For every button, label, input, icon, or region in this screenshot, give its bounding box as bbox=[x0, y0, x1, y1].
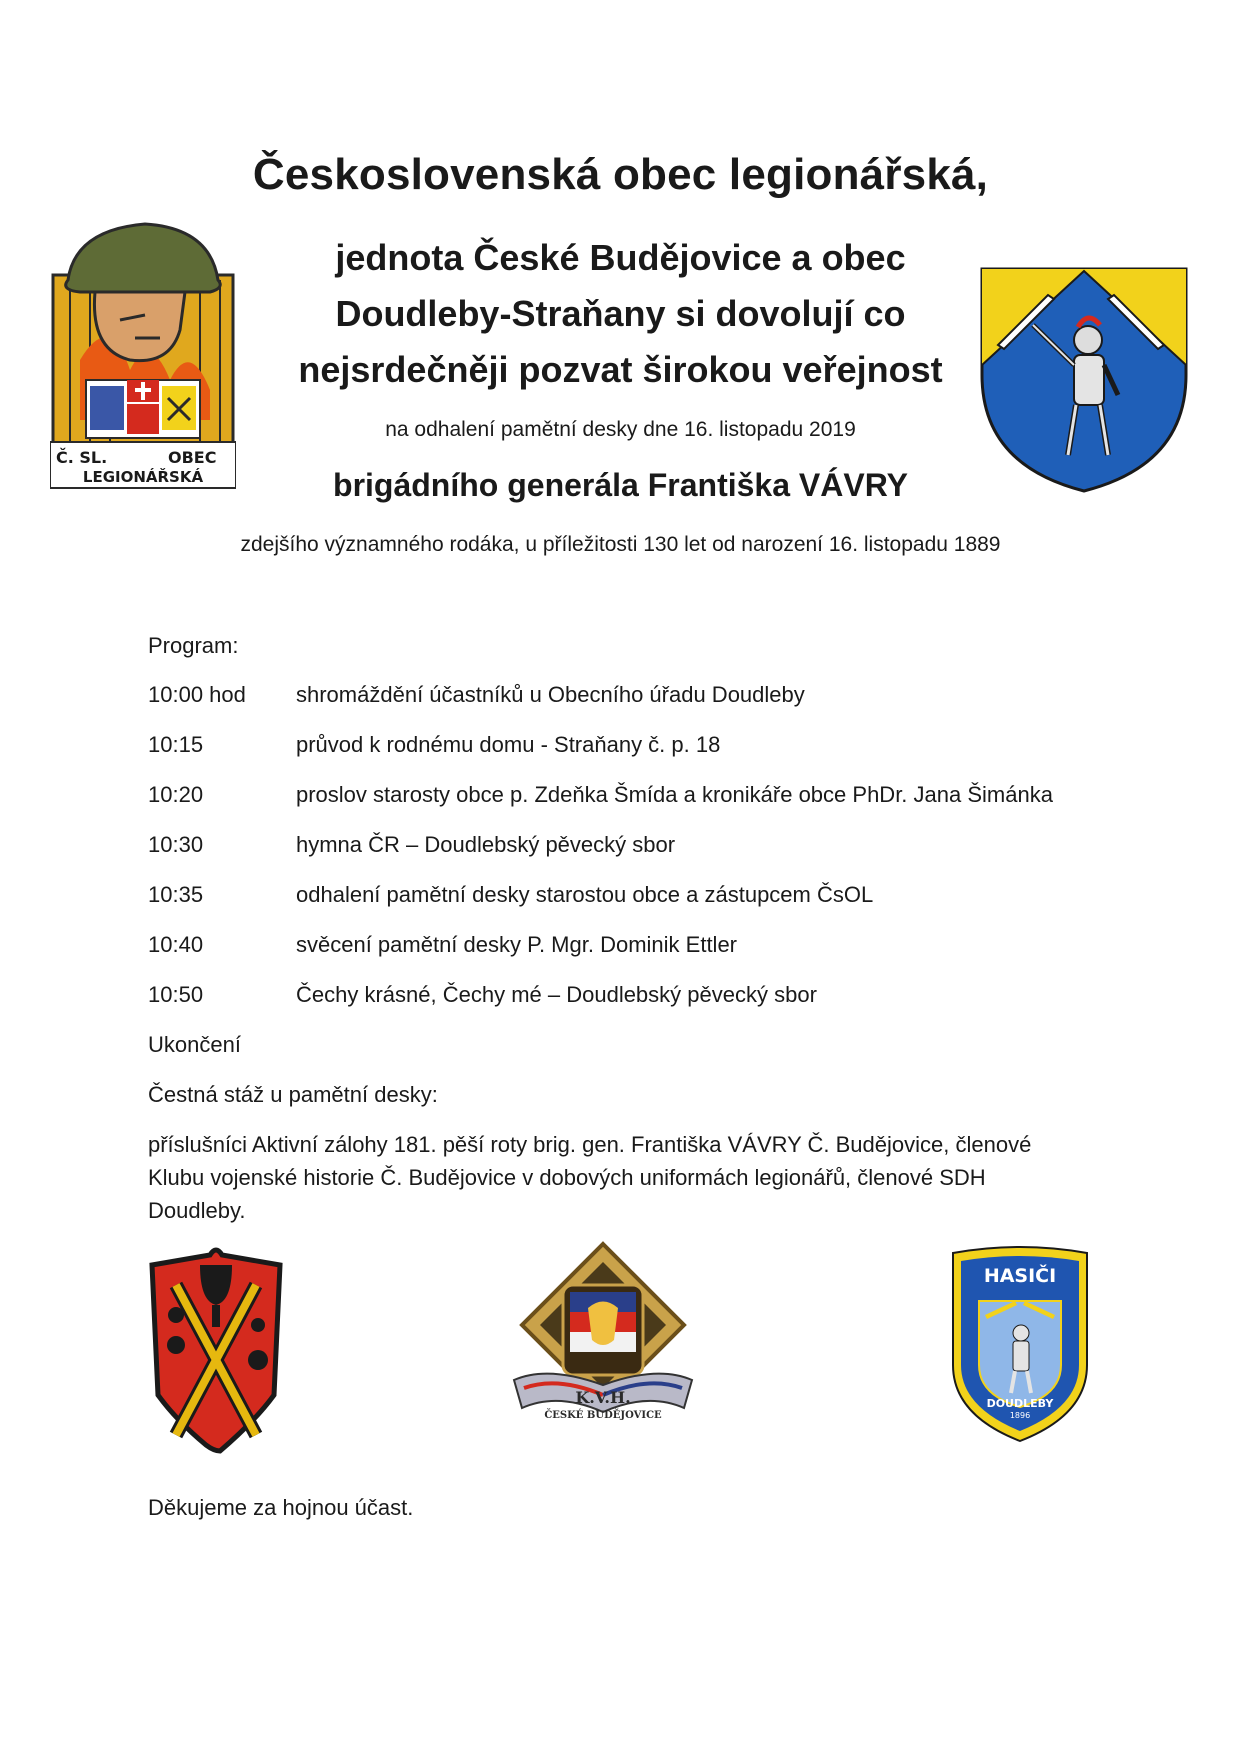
program-time: 10:50 bbox=[148, 982, 204, 1007]
program-item bbox=[148, 832, 675, 858]
general-name: brigádního generála Františka VÁVRY bbox=[333, 467, 908, 503]
subtitle-line-2: Doudleby-Straňany si dovolují co bbox=[335, 293, 906, 334]
subline-text: zdejšího významného rodáka, u příležitosti 130 let od narození 16. listopadu 1889 bbox=[240, 533, 1001, 556]
program-text: odhalení pamětní desky starostou obce a zástupcem ČsOL bbox=[296, 882, 874, 907]
kvh-emblem-text-2: ČESKÉ BUDĚJOVICE bbox=[544, 1410, 662, 1421]
program-item bbox=[148, 932, 737, 958]
subtitle-line-3: nejsrdečněji pozvat širokou veřejnost bbox=[298, 349, 943, 390]
thanks-text: Děkujeme za hojnou účast. bbox=[148, 1495, 414, 1520]
sdh-doudleby-badge bbox=[945, 1245, 1095, 1445]
program-text: shromáždění účastníků u Obecního úřadu Doudleby bbox=[296, 682, 805, 707]
page-title: Československá obec legionářská, bbox=[252, 150, 989, 199]
program-text: proslov starosty obce p. Zdeňka Šmída a kronikáře obce PhDr. Jana Šimánka bbox=[296, 782, 1053, 807]
program-item bbox=[148, 782, 1053, 808]
guard-text-line-1: příslušníci Aktivní zálohy 181. pěší roty brig. gen. Františka VÁVRY Č. Budějovice, členové bbox=[148, 1132, 1032, 1157]
program-time: 10:20 bbox=[148, 782, 204, 807]
program-time: 10:00 hod bbox=[148, 682, 246, 707]
subtitle-line-1: jednota České Budějovice a obec bbox=[335, 237, 906, 278]
guard-heading: Čestná stáž u pamětní desky: bbox=[148, 1082, 438, 1107]
program-item bbox=[148, 732, 720, 758]
csol-logo-text-2: LEGIONÁŘSKÁ bbox=[82, 468, 204, 486]
program-text: hymna ČR – Doudlebský pěvecký sbor bbox=[296, 832, 676, 857]
guard-text-line-3: Doudleby. bbox=[148, 1198, 246, 1223]
program-text: svěcení pamětní desky P. Mgr. Dominik Ettler bbox=[296, 932, 737, 957]
occasion-text: na odhalení pamětní desky dne 16. listopadu 2019 bbox=[385, 418, 856, 441]
program-item bbox=[148, 882, 873, 908]
program-time: 10:30 bbox=[148, 832, 204, 857]
program-time: 10:40 bbox=[148, 932, 204, 957]
program-time: 10:15 bbox=[148, 732, 204, 757]
program-item bbox=[148, 982, 817, 1008]
active-reserve-emblem bbox=[146, 1245, 286, 1455]
doudleby-coat-of-arms bbox=[978, 265, 1190, 495]
sdh-badge-year: 1896 bbox=[1009, 1411, 1031, 1420]
kvh-emblem-text-1: K.V.H. bbox=[575, 1388, 631, 1407]
program-end: Ukončení bbox=[148, 1032, 241, 1057]
program-heading: Program: bbox=[148, 633, 239, 658]
csol-logo bbox=[50, 220, 236, 490]
csol-logo-text-1: Č. SL. bbox=[56, 448, 108, 467]
program-text: průvod k rodnému domu - Straňany č. p. 18 bbox=[296, 732, 721, 757]
program-item bbox=[148, 682, 805, 708]
program-time: 10:35 bbox=[148, 882, 204, 907]
guard-text-line-2: Klubu vojenské historie Č. Budějovice v dobových uniformách legionářů, členové SDH bbox=[148, 1165, 986, 1190]
sdh-badge-text-bottom: DOUDLEBY bbox=[986, 1397, 1054, 1410]
sdh-badge-text-top: HASIČI bbox=[983, 1265, 1057, 1287]
program-text: Čechy krásné, Čechy mé – Doudlebský pěvecký sbor bbox=[296, 982, 817, 1007]
kvh-emblem bbox=[508, 1240, 698, 1440]
csol-logo-text-obec: OBEC bbox=[168, 448, 217, 467]
